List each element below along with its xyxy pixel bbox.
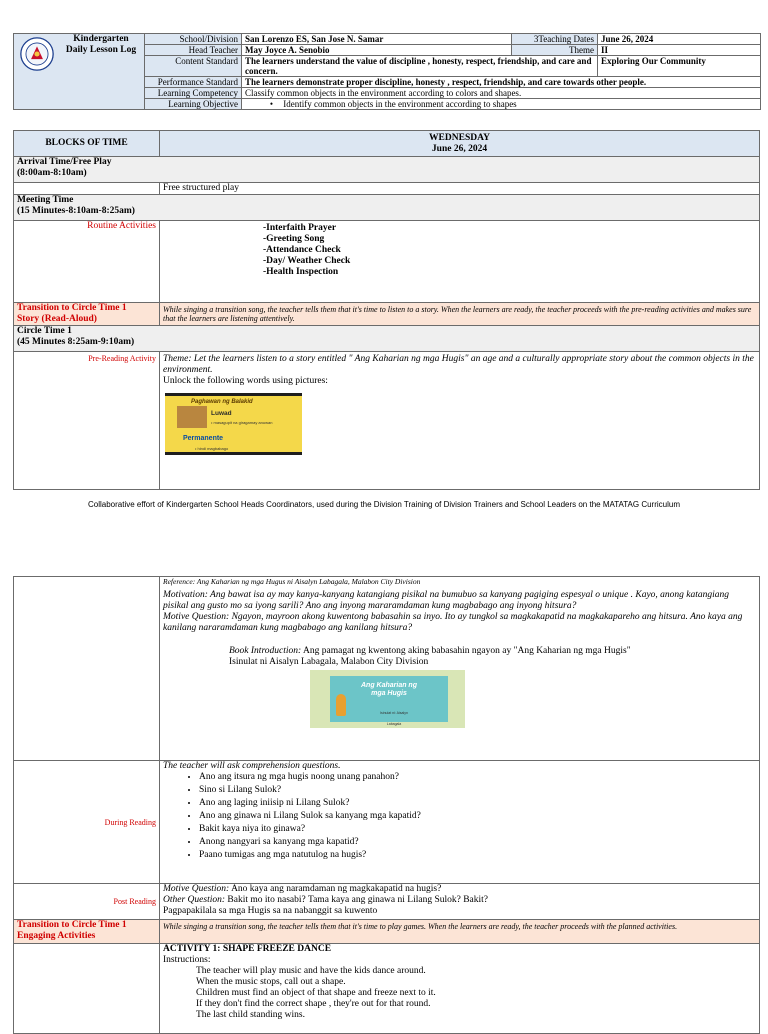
title-line-1: Kindergarten <box>73 34 129 44</box>
routine-item: -Day/ Weather Check <box>263 256 351 266</box>
schedule-table <box>13 130 760 490</box>
book-author: Isinulat ni Aisalyn Labagala, Malabon City Division <box>229 657 429 667</box>
day-date: June 26, 2024 <box>431 143 488 154</box>
during-intro: The teacher will ask comprehension questions. <box>163 761 341 771</box>
clay-photo <box>177 406 207 428</box>
transition1-label-1: Transition to Circle Time 1 <box>17 303 127 313</box>
arrival-blank <box>14 183 160 195</box>
arrival-row <box>14 157 760 183</box>
reference: Reference: Ang Kaharian ng mga Hugus ni Aisalyn Labagala, Malabon City Division <box>163 577 421 586</box>
vocab-word-1: Luwad <box>211 410 232 417</box>
instruction-item: Children must find an object of that shape and freeze next to it. <box>196 988 436 998</box>
routine-item: -Health Inspection <box>263 267 339 277</box>
school-label: School/Division <box>145 34 242 45</box>
instructions-list <box>163 966 756 1021</box>
during-reading-content <box>160 761 760 884</box>
routine-label: Routine Activities <box>14 221 160 303</box>
header-table <box>13 33 761 110</box>
activity-title: ACTIVITY 1: SHAPE FREEZE DANCE <box>163 944 332 954</box>
vocabulary-picture <box>165 393 302 455</box>
circle-time: (45 Minutes 8:25am-9:10am) <box>17 337 135 347</box>
transition1-label-2: Story (Read-Aloud) <box>17 314 97 324</box>
post-motive-text: Ano kaya ang naramdaman ng magkakapatid na hugis? <box>229 884 442 894</box>
learning-objective-label: Learning Objective <box>145 99 242 110</box>
book-intro-text: Ang pamagat ng kwentong aking babasahin ngayon ay "Ang Kaharian ng mga Hugis" <box>301 646 631 656</box>
header-title-cell <box>14 34 145 110</box>
question-item: • Ano ang ginawa ni Lilang Sulok sa kanyang mga kapatid? <box>199 811 756 822</box>
learning-objective-text: Identify common objects in the environment according to shapes <box>283 99 517 109</box>
book-introduction <box>163 646 756 668</box>
page-footer: Collaborative effort of Kindergarten School Heads Coordinators, used during the Division Training of Division Trainers and School Leaders on the MATATAG Curriculum <box>88 500 680 509</box>
routine-activities <box>160 221 760 303</box>
instructions-label: Instructions: <box>163 955 211 965</box>
during-reading-label: During Reading <box>14 761 160 884</box>
performance-standard-value: The learners demonstrate proper discipline, honesty , respect, friendship, and care towards other people. <box>242 77 761 88</box>
theme-label: Theme <box>512 45 598 56</box>
arrival-time: (8:00am-8:10am) <box>17 168 87 178</box>
post-motive <box>163 884 756 895</box>
teaching-dates-label: 3Teaching Dates <box>512 34 598 45</box>
post-line-3: Pagpapakilala sa mga Hugis sa na nabanggit sa kuwento <box>163 906 378 916</box>
post-reading-label: Post Reading <box>14 884 160 920</box>
book-intro-label: Book Introduction: <box>229 646 302 656</box>
vocab-def-1: • masagupit na giragamay anuwan <box>211 420 273 425</box>
circle-row <box>14 326 760 352</box>
transition1-label <box>14 303 160 326</box>
content-standard-value: The learners understand the value of discipline , honesty, respect, friendship, and care and concern. <box>242 56 598 77</box>
schedule-table-continued <box>13 576 760 1034</box>
question-item: • Ano ang itsura ng mga hugis noong unang panahon? <box>199 772 756 783</box>
school-value: San Lorenzo ES, San Jose N. Samar <box>242 34 512 45</box>
book-cover-picture <box>310 670 465 728</box>
day-name: WEDNESDAY <box>429 132 490 143</box>
prereading-content <box>160 352 760 490</box>
routine-item: -Greeting Song <box>263 234 325 244</box>
routine-item: -Attendance Check <box>263 245 341 255</box>
title-block <box>62 34 140 56</box>
deped-seal-icon <box>20 37 54 71</box>
comprehension-questions <box>163 772 756 861</box>
instruction-item: The teacher will play music and have the kids dance around. <box>196 966 426 976</box>
question-item: • Bakit kaya niya ito ginawa? <box>199 824 756 835</box>
transition1-text: While singing a transition song, the teacher tells them that it's time to listen to a story. When the learners are ready, the teacher proceeds with the pre-reading activities and makes sure that the learners are listening attentively. <box>160 303 760 326</box>
motivation: Motivation: Ang bawat isa ay may kanya-kanyang katangiang pisikal na bumubuo sa kanyang pagiging espesyal o unique . Kayo, anong katangiang pisikal ang gusto mo sa iyong sarili? Ano ang inyong mararamdaman kung magbabago ang inyong hitsura? <box>163 590 730 611</box>
arrival-title: Arrival Time/Free Play <box>17 157 112 167</box>
post-other <box>163 895 756 906</box>
vocab-word-2: Permanente <box>183 435 224 442</box>
post-other-text: Bakit mo ito nasabi? Tama kaya ang ginawa ni Lilang Sulok? Bakit? <box>225 895 489 905</box>
transition2-label-2: Engaging Activities <box>17 931 96 941</box>
character-figure <box>336 694 346 716</box>
vocab-title: Paghawan ng Balakid <box>191 399 253 405</box>
head-teacher-label: Head Teacher <box>145 45 242 56</box>
post-motive-label: Motive Question: <box>163 884 230 894</box>
routine-item: -Interfaith Prayer <box>263 223 337 233</box>
instruction-item: When the music stops, call out a shape. <box>196 977 346 987</box>
learning-competency-label: Learning Competency <box>145 88 242 99</box>
routine-list <box>163 221 756 278</box>
bullet-icon: • <box>269 99 273 109</box>
reading-blank <box>14 577 160 761</box>
performance-standard-label: Performance Standard <box>145 77 242 88</box>
post-other-label: Other Question: <box>163 895 226 905</box>
day-header <box>160 131 760 157</box>
prereading-theme: Theme: Let the learners listen to a story entitled " Ang Kaharian ng mga Hugis" an age and a culturally appropriate story about the common objects in the environment. <box>163 354 754 375</box>
vocab-def-2: • hindi magbabago <box>195 446 229 451</box>
learning-objective-value <box>242 99 761 110</box>
question-item: • Anong nangyari sa kanyang mga kapatid? <box>199 837 756 848</box>
theme-value: II <box>598 45 761 56</box>
question-item: • Paano tumigas ang mga natutulog na hugis? <box>199 850 756 861</box>
meeting-row <box>14 195 760 221</box>
prereading-unlock: Unlock the following words using pictures: <box>163 376 328 386</box>
theme-title: Exploring Our Community <box>598 56 761 77</box>
transition2-text: While singing a transition song, the teacher tells them that it's time to play games. When the learners are ready, the teacher proceeds with the planned activities. <box>160 920 760 944</box>
prereading-label: Pre-Reading Activity <box>14 352 160 490</box>
teaching-dates-value: June 26, 2024 <box>598 34 761 45</box>
book-cover-author: Isinulat ni: Aisalyn Labagala <box>380 711 408 726</box>
learning-competency-value: Classify common objects in the environment according to colors and shapes. <box>242 88 761 99</box>
reading-content <box>160 577 760 761</box>
question-item: • Sino si Lilang Sulok? <box>199 785 756 796</box>
activity-blank <box>14 944 160 1034</box>
instruction-item: The last child standing wins. <box>196 1010 305 1020</box>
content-standard-label: Content Standard <box>145 56 242 77</box>
activity-content <box>160 944 760 1034</box>
instruction-item: If they don't find the correct shape , they're out for that round. <box>196 999 431 1009</box>
arrival-activity: Free structured play <box>160 183 760 195</box>
transition2-label <box>14 920 160 944</box>
meeting-title: Meeting Time <box>17 195 74 205</box>
head-teacher-value: May Joyce A. Senobio <box>242 45 512 56</box>
question-item: • Ano ang laging iniisip ni Lilang Sulok? <box>199 798 756 809</box>
title-line-2: Daily Lesson Log <box>65 45 137 55</box>
transition2-label-1: Transition to Circle Time 1 <box>17 920 127 930</box>
circle-title: Circle Time 1 <box>17 326 72 336</box>
meeting-time: (15 Minutes-8:10am-8:25am) <box>17 206 135 216</box>
post-reading-content <box>160 884 760 920</box>
blocks-of-time-header: BLOCKS OF TIME <box>14 131 160 157</box>
book-cover-title: Ang Kaharian ng mga Hugis <box>360 682 417 697</box>
motive-question: Motive Question: Ngayon, mayroon akong kuwentong babasahin sa inyo. Ito ay tungkol sa magkakapatid na magkakapareho ang hitsura. Ano kaya ang kanilang nararamdaman kung magbabago ang kanilang hitsura? <box>163 612 743 633</box>
